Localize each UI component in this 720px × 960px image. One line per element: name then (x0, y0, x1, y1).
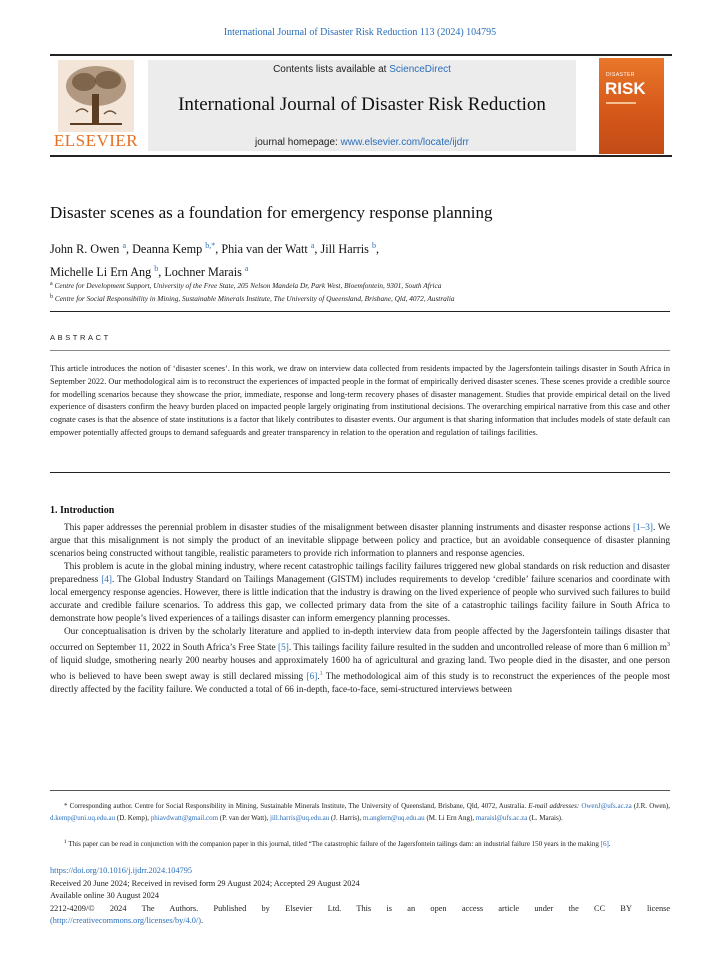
paragraph-text: This paper addresses the perennial problem in disaster studies of the misalignment between disaster planning instruments and disaster response actions (64, 523, 633, 533)
email-owner: (M. Li Ern Ang), (424, 814, 476, 822)
email-link[interactable]: maraisl@ufs.ac.za (475, 814, 528, 822)
email-link[interactable]: d.kemp@uni.uq.edu.au (50, 814, 116, 822)
email-owner: (J.R. Owen), (631, 802, 671, 810)
abstract-top-rule (50, 311, 670, 312)
abstract-text: This article introduces the notion of ‘disaster scenes’. In this work, we draw on interview data collected from residents impacted by the Jagersfontein tailings disaster in South Africa in September 2022. Our methodological aim is to reconstruct the experiences of impacted people in the format of empirically derived disaster scenes. These scenes provide a credible source for modelling scenarios because they showcase the prior, immediate, response and long-term recovery phases of disaster management. Studies that provide empirical detail on the lived experience of disasters confirm the heavy burden placed on impacted people largely originating from institutional decisions. The overarching empirical narrative from this case and other cognate cases is that the absence of state institutions is a factor that likely contributes to disaster events. Our argument is that sharing information that includes models of state default can empower potentially affected groups to demand safeguards and greater transparency in relation to the operation and regulation of tailings facilities. (50, 364, 670, 437)
available-online: Available online 30 August 2024 (50, 891, 160, 900)
cover-decoration (606, 102, 636, 104)
affiliation-marker: b (50, 294, 53, 300)
abstract-heading-rule (50, 350, 670, 351)
article-title: Disaster scenes as a foundation for emergency response planning (50, 203, 493, 222)
author-name: Lochner Marais (164, 265, 242, 279)
masthead-top-rule (50, 54, 672, 56)
paragraph-text: This problem is acute in the global mining industry, where recent catastrophic tailings facility failures triggered new global standards on risk reduction and disaster preparedness (50, 562, 670, 585)
homepage-line (148, 137, 576, 148)
footnote-text: Corresponding author. Centre for Social Responsibility in Mining, Sustainable Minerals Institute, The University of Queensland, Brisbane, Qld, 4072, Australia. (67, 802, 527, 810)
author-affil-marker[interactable]: b (154, 264, 159, 273)
author-list (50, 236, 670, 282)
email-label: E-mail addresses: (528, 802, 582, 810)
paragraph-text: . (317, 672, 320, 682)
cover-title-big: RISK (605, 79, 646, 98)
author-affil-marker[interactable]: b (371, 241, 376, 250)
author-name: Michelle Li Ern Ang (50, 265, 152, 279)
footnote-rule (50, 790, 670, 791)
paragraph-text: . The Global Industry Standard on Tailings Management (GISTM) includes requirements to develop ‘credible’ failure scenarios and coordinate with local emergency response agencies. However, there is little indication that the industry is drawing on the lived experience of people who survived such failures to build accurate and credible failure scenarios. To address this gap, we collected primary data from the site of a catastrophic tailings facility failure in South Africa to demonstrate how people’s lived experiences of a tailings disaster can inform emergency planning processes. (50, 575, 670, 624)
elsevier-wordmark: ELSEVIER (53, 131, 139, 150)
homepage-prefix: journal homepage: (255, 137, 341, 148)
footnote-1 (50, 836, 670, 850)
email-owner: (L. Marais). (527, 814, 563, 822)
paragraph-text: Our conceptualisation is driven by the scholarly literature and applied to in-depth interview data from people affected by the Jagersfontein tailings disaster that occurred on September 11, 2022 in South Africa’s Free State (50, 627, 670, 653)
citation-link[interactable]: [4] (101, 575, 112, 585)
contents-line (148, 64, 576, 75)
elsevier-tree-icon (58, 60, 134, 132)
paragraph-text: . We argue that this misalignment is not simply the product of an inevitable slippage between policy and practice, but an avoidable consequence of disaster planning scenarios being constructed without tangible, realistic parameters to provide rich information to planners and response agencies. (50, 523, 670, 559)
paragraph (50, 626, 670, 697)
author-name: Deanna Kemp (132, 242, 203, 256)
homepage-link[interactable]: www.elsevier.com/locate/ijdrr (340, 137, 469, 148)
affiliation-b (50, 294, 670, 303)
footnote-star: * (64, 802, 68, 810)
email-link[interactable]: m.anglern@uq.edu.au (362, 814, 425, 822)
citation-link[interactable]: [6] (600, 840, 609, 848)
citation-link[interactable]: [1–3] (632, 523, 654, 533)
cover-title-small: DISASTER (606, 72, 636, 78)
received-dates: Received 20 June 2024; Received in revised form 29 August 2024; Accepted 29 August 2024 (50, 878, 360, 888)
section-heading-introduction: 1. Introduction (50, 505, 115, 516)
journal-masthead (50, 54, 672, 157)
abstract-bottom-rule (50, 472, 670, 473)
email-owner: (D. Kemp), (115, 814, 151, 822)
affiliation-text: Centre for Development Support, University of the Free State, 205 Nelson Mandela Dr, Park West, Bloemfontein, 9301, South Africa (54, 281, 442, 290)
license-end: . (201, 916, 204, 925)
citation-link[interactable]: [6] (306, 672, 318, 682)
article-metadata (50, 865, 670, 928)
footnote-number: 1 (64, 839, 67, 845)
email-link[interactable]: OwenJ@ufs.ac.za (581, 802, 632, 810)
paragraph-text: The methodological aim of this study is to reconstruct the experiences of the people most directly affected by the facility failure. We conducted a total of 66 in-depth, face-to-face, semi-structured interviews between (50, 672, 670, 695)
author-name: Phia van der Watt (221, 242, 308, 256)
paragraph (50, 561, 670, 626)
email-owner: (J. Harris), (329, 814, 363, 822)
footnote-text: . (608, 840, 611, 848)
journal-cover-image[interactable] (599, 58, 664, 154)
footnote-text: This paper can be read in conjunction with the companion paper in this journal, titled “The catastrophic failure of the Jagersfontein tailings dam: an industrial failure 150 years in the making (66, 840, 601, 848)
abstract-heading: ABSTRACT (50, 333, 111, 342)
author-name: John R. Owen (50, 242, 120, 256)
email-owner: (P. van der Watt), (218, 814, 271, 822)
affiliation-a (50, 281, 670, 290)
author-affil-marker[interactable]: a (122, 241, 127, 250)
paragraph-text: . This tailings facility failure resulted in the sudden and uncontrolled release of more than 6 million m (288, 643, 667, 653)
email-link[interactable]: jill.harris@uq.edu.au (270, 814, 330, 822)
author-affil-marker[interactable]: a (310, 241, 315, 250)
contents-prefix: Contents lists available at (273, 64, 390, 75)
author-line-2: Michelle Li Ern Ang $^b$, Lochner Marais $^a$ (50, 264, 249, 279)
author-line-1: John R. Owen $^a$, Deanna Kemp $^{b,*}$, Phia van der Watt $^a$, Jill Harris $^b$, (50, 241, 379, 256)
elsevier-logo (50, 60, 142, 153)
email-link[interactable]: phiavdwatt@gmail.com (150, 814, 219, 822)
author-affil-marker[interactable]: b,* (205, 241, 216, 250)
footnote-corresponding-author (50, 800, 670, 824)
paragraph-text: of liquid sludge, smothering nearly 200 nearby houses and approximately 1600 ha of agricultural and grazing land. Two people died in the disaster, and one person who is believed to have been swept away is still declared missing (50, 656, 670, 682)
introduction-body (50, 522, 670, 697)
doi-link[interactable]: https://doi.org/10.1016/j.ijdrr.2024.104795 (50, 866, 193, 875)
author-affil-marker[interactable]: a (244, 264, 249, 273)
masthead-center (148, 60, 576, 151)
footnote-marker[interactable]: 1 (319, 671, 323, 677)
running-head[interactable]: International Journal of Disaster Risk Reduction 113 (2024) 104795 (223, 27, 497, 38)
paragraph (50, 522, 670, 561)
journal-title: International Journal of Disaster Risk Reduction (178, 94, 546, 115)
license-link[interactable]: (http://creativecommons.org/licenses/by/4.0/) (50, 916, 202, 925)
masthead-bottom-rule (50, 155, 672, 157)
affiliation-text: Centre for Social Responsibility in Mining, Sustainable Minerals Institute, The University of Queensland, Brisbane, Qld, 4072, Australia (54, 294, 455, 303)
author-name: Jill Harris (320, 242, 369, 256)
sciencedirect-link[interactable]: ScienceDirect (389, 64, 451, 75)
license-statement: 2212-4209/© 2024 The Authors. Published by Elsevier Ltd. This is an open access article under the CC BY license (50, 903, 670, 913)
citation-link[interactable]: [5] (278, 643, 289, 653)
unit-superscript: 3 (667, 642, 670, 648)
affiliation-marker: a (50, 281, 53, 287)
